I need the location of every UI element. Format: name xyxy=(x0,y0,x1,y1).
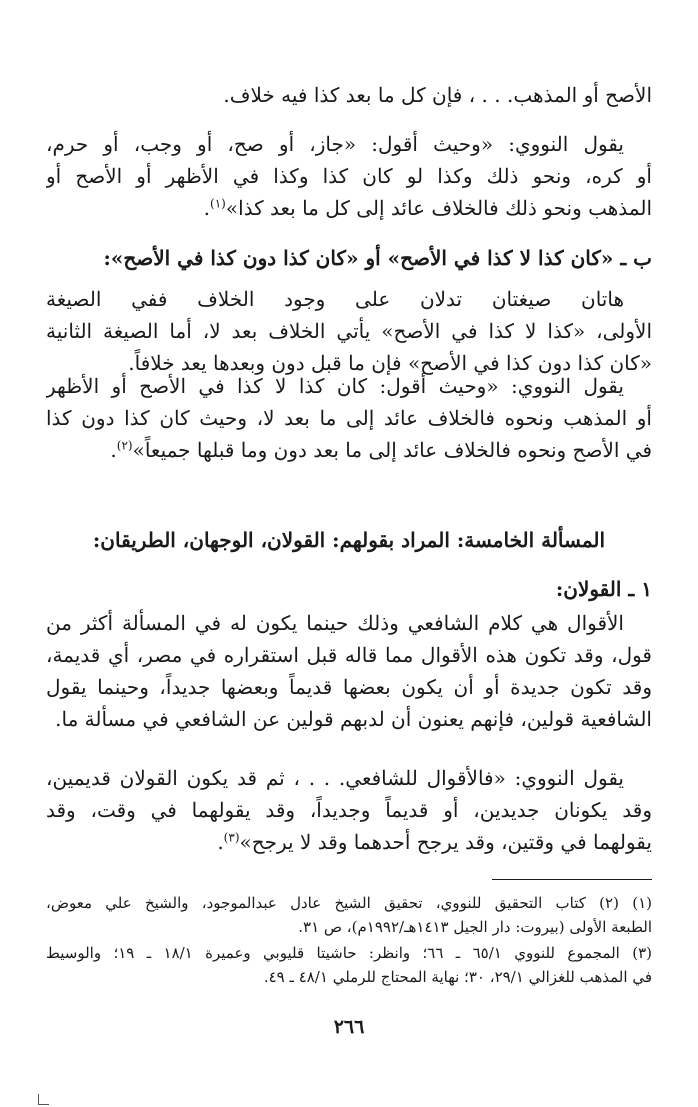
paragraph-qawlan xyxy=(46,607,652,735)
text-line: وقد تكون جديدة أو أن يكون بعضها قديماً وبعضها جديداً، وحينما يقول xyxy=(46,675,652,699)
subheading-text: ١ ـ القولان: xyxy=(555,577,652,601)
footnote-ref: (١) xyxy=(210,196,226,211)
text-segment: يقولهما في وقتين، وقد يرجح أحدهما وقد لا يرجح» xyxy=(239,830,652,854)
section-heading-text: المسألة الخامسة: المراد بقولهم: القولان، الوجهان، الطريقان: xyxy=(92,528,606,552)
footnote-line: الطبعة الأولى (بيروت: دار الجيل ١٤١٣هـ/١٩٩٢م)، ص ٣١. xyxy=(298,918,652,936)
paragraph-nawawi-quote-3 xyxy=(46,762,652,858)
text-line: يقول النووي: «فالأقوال للشافعي. . . ، ثم قد يكون القولان قديمين، xyxy=(46,766,624,790)
subheading-text: ب ـ «كان كذا لا كذا في الأصح» أو «كان كذا دون كذا في الأصح»: xyxy=(103,246,652,270)
paragraph-nawawi-quote-2 xyxy=(46,370,652,466)
text-line xyxy=(46,434,652,466)
text-line: أو كره، ونحو ذلك وكذا لو كان كذا وكذا في الأظهر أو الأصح أو xyxy=(46,164,652,188)
paragraph-two-forms xyxy=(46,283,652,379)
footnote-line: في المذهب للغزالي ٢٩/١، ٣٠؛ نهاية المحتاج للرملي ٤٨/١ ـ ٤٩. xyxy=(263,968,652,986)
paragraph-continuation xyxy=(46,79,652,111)
section-heading xyxy=(46,524,652,556)
page-number: ٢٦٦ xyxy=(333,1016,365,1038)
text-line: الشافعية قولين، فإنهم يعنون أن لدبهم قولين عن الشافعي في مسألة ما. xyxy=(55,707,652,731)
text-line: يقول النووي: «وحيث أقول: «جاز، أو صح، أو وجب، أو حرم، xyxy=(46,132,624,156)
footnote-line: (١) (٢) كتاب التحقيق للنووي، تحقيق الشيخ عادل عبدالموجود، والشيخ علي معوض، xyxy=(46,894,652,912)
text-line: أو المذهب ونحوه فالخلاف عائد إلى ما بعد لا، وحيث كان كذا دون كذا xyxy=(46,406,652,430)
footnote-ref: (٣) xyxy=(223,830,240,845)
punctuation: . xyxy=(110,438,117,462)
paragraph-nawawi-quote-1 xyxy=(46,128,652,224)
footnote-line: (٣) المجموع للنووي ٦٥/١ ـ ٦٦؛ وانظر: حاشيتا قليوبي وعميرة ١٨/١ ـ ١٩؛ والوسيط xyxy=(46,944,652,962)
footnote-divider xyxy=(492,879,652,880)
text-line: هاتان صيغتان تدلان على وجود الخلاف ففي الصيغة xyxy=(46,287,624,311)
punctuation: . xyxy=(203,196,210,220)
punctuation: . xyxy=(217,830,224,854)
subheading-b xyxy=(46,242,652,274)
text-line: وقد يكونان جديدين، أو قديماً وجديداً، وقد يقولهما في وقت، وقد xyxy=(46,798,652,822)
footnote-ref: (٢) xyxy=(116,438,133,453)
text-segment: في الأصح ونحوه فالخلاف عائد إلى ما بعد دون وما قبلها جميعاً» xyxy=(132,438,652,462)
crop-mark xyxy=(38,1094,49,1105)
text-line: يقول النووي: «وحيث أقول: كان كذا لا كذا في الأصح أو الأظهر xyxy=(46,374,624,398)
text-line: الأولى، «كذا لا كذا في الأصح» يأتي الخلاف بعد لا، أما الصيغة الثانية xyxy=(46,319,652,343)
footnotes xyxy=(46,891,652,989)
text-line: «كان كذا دون كذا في الأصح» فإن ما قبل دون وبعدها يعد خلافاً. xyxy=(128,351,652,375)
text-line: الأصح أو المذهب. . . ، فإن كل ما بعد كذا فيه خلاف. xyxy=(223,83,652,107)
text-line: قول، وقد تكون هذه الأقوال مما قاله قبل استقراره في مصر، أي قديمة، xyxy=(46,643,652,667)
text-line xyxy=(46,192,652,224)
text-segment: المذهب ونحو ذلك فالخلاف عائد إلى كل ما بعد كذا» xyxy=(225,196,652,220)
subheading-1 xyxy=(46,573,652,605)
text-line: الأقوال هي كلام الشافعي وذلك حينما يكون له في المسألة أكثر من xyxy=(46,611,624,635)
text-line xyxy=(46,826,652,858)
